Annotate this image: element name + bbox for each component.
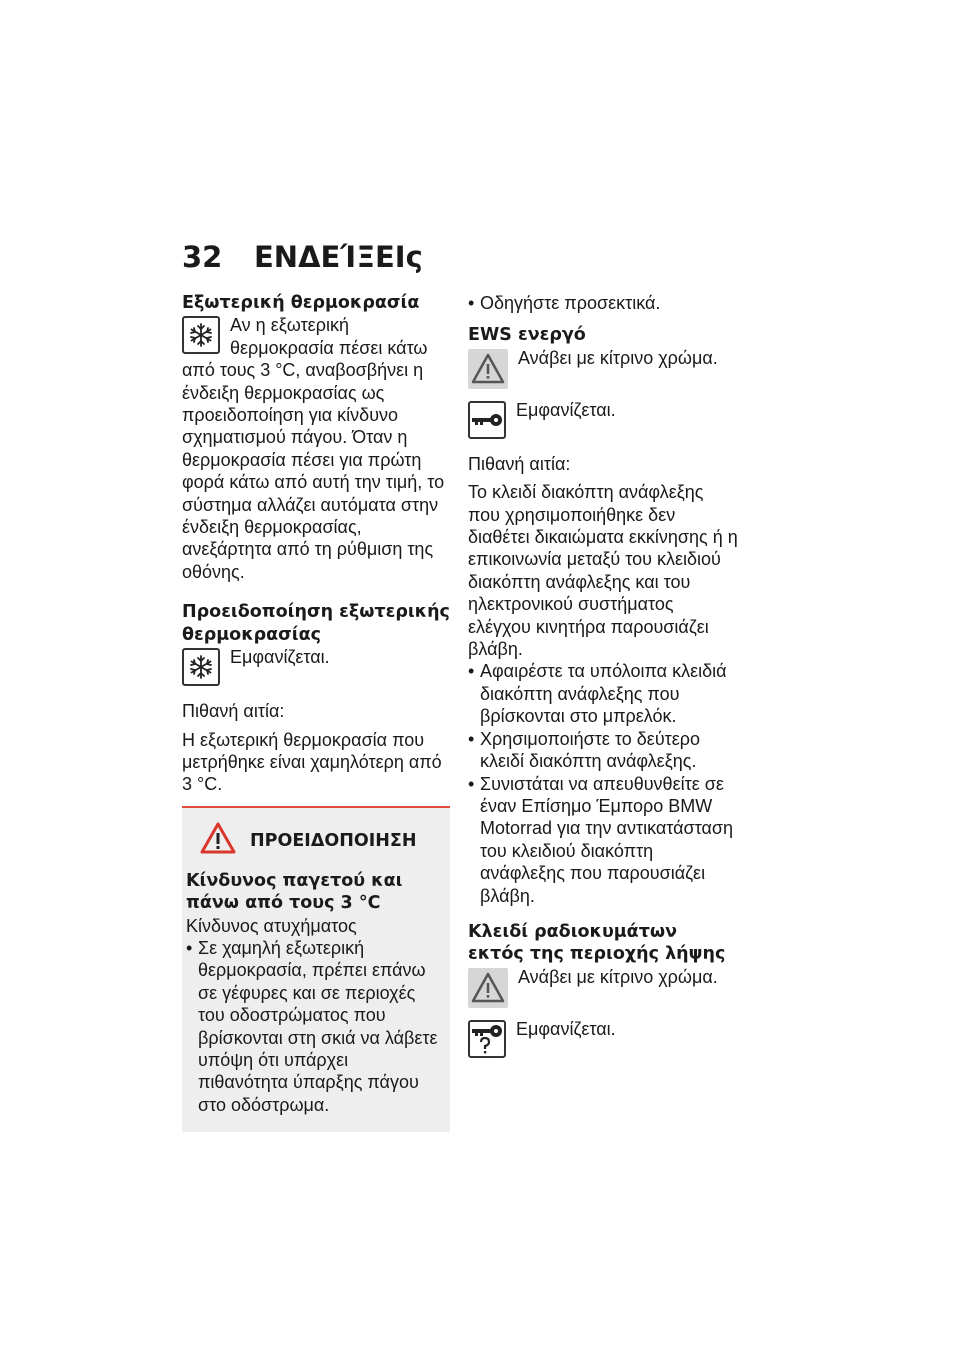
radio-yellow-text: Ανάβει με κίτρινο χρώμα. xyxy=(518,966,718,987)
warning-bullets xyxy=(186,937,438,1116)
temperature-warning-cause-text: Η εξωτερική θερμοκρασία που μετρήθηκε είναι χαμηλότερη από 3 °C. xyxy=(182,729,442,795)
temperature-warning-appears: Εμφανίζεται. xyxy=(230,647,330,668)
ews-appears-row xyxy=(468,399,738,421)
section-title-outside-temperature: Εξωτερική θερμοκρασία xyxy=(182,293,420,313)
temperature-warning-appears-row xyxy=(182,646,452,668)
page-number: 32 xyxy=(182,240,223,274)
section-title-radio-key: Κλειδί ραδιοκυμάτων εκτός της περιοχής λήψης xyxy=(468,921,726,965)
page-header xyxy=(182,240,742,280)
warning-bullet: • Σε χαμηλή εξωτερική θερμοκρασία, πρέπει επάνω σε γέφυρες και σε περιοχές του οδοστρώματος που βρίσκονται στη σκιά να λάβετε υπόψη ότι υπάρχει πιθανότητα ύπαρξης πάγου στο οδόστρωμα. xyxy=(186,937,438,1116)
ews-bullets xyxy=(468,660,738,906)
ews-bullet: • Χρησιμοποιήστε το δεύτερο κλειδί διακόπτη ανάφλεξης. xyxy=(468,728,738,773)
key-question-icon xyxy=(468,1020,506,1058)
warning-box xyxy=(182,806,450,1132)
temperature-warning-cause-label: Πιθανή αιτία: xyxy=(182,701,285,722)
left-column xyxy=(182,292,452,1132)
ews-bullet: • Αφαιρέστε τα υπόλοιπα κλειδιά διακόπτη ανάφλεξης που βρίσκονται στο μπρελόκ. xyxy=(468,660,738,727)
section-title-temperature-warning: Προειδοποίηση εξωτερικής θερμοκρασίας xyxy=(182,602,450,645)
warning-subtitle: Κίνδυνος ατυχήματος xyxy=(186,915,357,936)
general-warning-light-icon xyxy=(468,349,508,389)
outside-temperature-paragraph xyxy=(182,314,452,583)
ews-cause-label: Πιθανή αιτία: xyxy=(468,453,571,474)
ews-bullet: • Συνιστάται να απευθυνθείτε σε έναν Επίσημο Έμπορο BMW Motorrad για την αντικατάσταση του κλειδιού διακόπτη ανάφλεξης που παρουσιάζει βλάβη. xyxy=(468,773,738,907)
right-column xyxy=(468,292,738,1058)
section-title-ews: EWS ενεργό xyxy=(468,325,586,346)
ews-yellow-text: Ανάβει με κίτρινο χρώμα. xyxy=(518,347,718,368)
radio-appears-row xyxy=(468,1018,738,1040)
warning-title: ΠΡΟΕΙΔΟΠΟΙΗΣΗ xyxy=(250,830,417,851)
ews-yellow-row xyxy=(468,347,738,369)
ews-appears-text: Εμφανίζεται. xyxy=(516,399,616,420)
warning-triangle-icon xyxy=(200,822,236,859)
radio-yellow-row xyxy=(468,966,738,988)
snowflake-icon xyxy=(182,316,220,354)
general-warning-light-icon xyxy=(468,968,508,1008)
ews-cause-text: Το κλειδί διακόπτη ανάφλεξης που χρησιμοποιήθηκε δεν διαθέτει δικαιώματα εκκίνησης ή η επικοινωνία μεταξύ του κλειδιού διακόπτη ανάφλεξης και του ηλεκτρονικού συστήματος ελέγχου κινητήρα παρουσιάζει βλάβη. xyxy=(468,482,738,660)
outside-temperature-text: Αν η εξωτερική θερμοκρασία πέσει κάτω από τους 3 °C, αναβοσβήνει η ένδειξη θερμοκρασίας ως προειδοποίηση για κίνδυνο σχηματισμού πάγου. Όταν η θερμοκρασία πέσει για πρώτη φορά κάτω από αυτή την τιμή, το σύστημα αλλάζει αυτόματα στην ένδειξη θερμοκρασίας, ανεξάρτητα από τη ρύθμιση της οθόνης. xyxy=(182,315,445,582)
chapter-title: ΕΝΔΕΊΞΕΙς xyxy=(254,240,423,274)
warning-header xyxy=(200,822,438,860)
top-bullets xyxy=(468,292,738,314)
key-icon xyxy=(468,401,506,439)
radio-appears-text: Εμφανίζεται. xyxy=(516,1018,616,1039)
bullet-drive-carefully: • Οδηγήστε προσεκτικά. xyxy=(468,292,738,314)
snowflake-icon xyxy=(182,648,220,686)
warning-heading: Κίνδυνος παγετού και πάνω από τους 3 °C xyxy=(186,870,403,914)
